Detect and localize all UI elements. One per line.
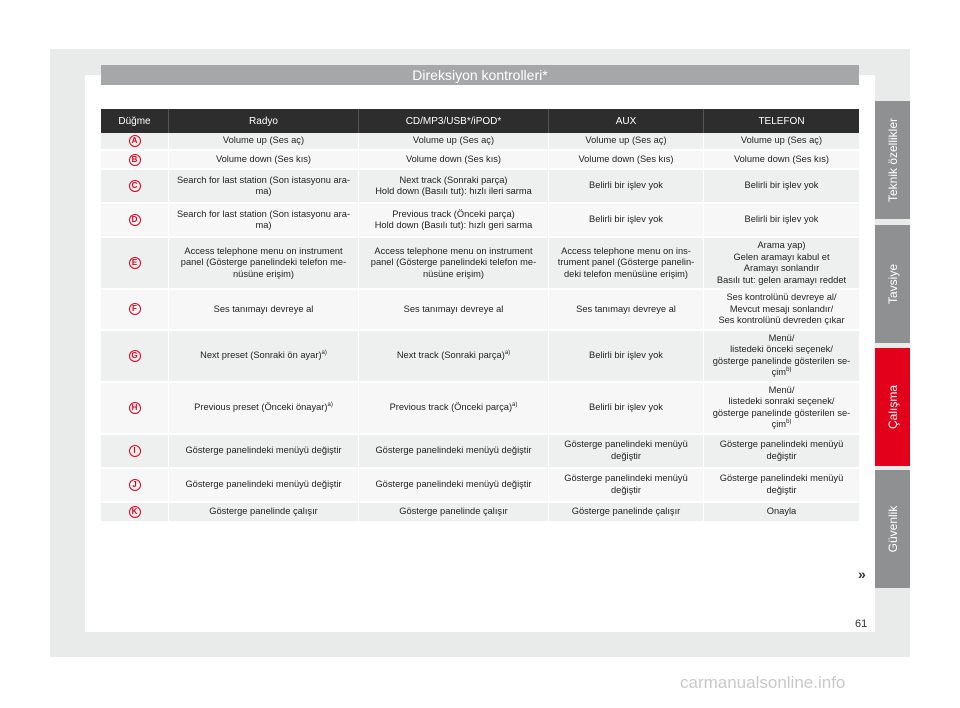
cell-text: Gösterge panelinde çalışır bbox=[571, 505, 681, 516]
button-key-badge: D bbox=[129, 214, 141, 226]
cell-text: Gösterge panelindeki menüyü değiştir bbox=[375, 444, 532, 455]
key-cell bbox=[101, 331, 169, 383]
cell-radio bbox=[169, 204, 359, 238]
page-number: 61 bbox=[855, 618, 868, 630]
cell-radio bbox=[169, 503, 359, 523]
table-row bbox=[101, 469, 859, 503]
cell-text: Gösterge panelindeki menüyü değiştir bbox=[375, 478, 532, 489]
footnote-marker: a) bbox=[327, 401, 333, 408]
button-key-badge: H bbox=[129, 402, 141, 414]
cell-phone bbox=[704, 331, 859, 383]
cell-text: Previous track (Önceki parça) Hold down (Basılı tut): hızlı geri sarma bbox=[374, 208, 533, 230]
cell-text: Access telephone menu on instrument panel (Gösterge panelindeki telefon me- nüsüne erişim) bbox=[180, 245, 347, 279]
cell-cd bbox=[359, 435, 549, 469]
header-phone: TELEFON bbox=[704, 109, 859, 133]
cell-cd bbox=[359, 503, 549, 523]
footnote-marker: a) bbox=[504, 349, 511, 356]
table-row bbox=[101, 151, 859, 170]
cell-text: Arama yap) Gelen aramayı kabul et Aramayı sonlandır Basılı tut: gelen aramayı reddet bbox=[716, 240, 847, 285]
cell-text: Gösterge panelindeki menüyü değiştir bbox=[564, 439, 688, 461]
cell-text: Next preset (Sonraki ön ayar) bbox=[200, 349, 322, 360]
cell-text: Belirli bir işlev yok bbox=[589, 180, 663, 191]
cell-text: Belirli bir işlev yok bbox=[589, 401, 663, 412]
side-tab-label: Tavsiye bbox=[885, 263, 900, 305]
cell-phone bbox=[704, 170, 859, 204]
cell-phone bbox=[704, 204, 859, 238]
cell-text: Gösterge panelinde çalışır bbox=[399, 505, 508, 516]
cell-phone bbox=[704, 469, 859, 503]
cell-text: Gösterge panelindeki menüyü değiştir bbox=[719, 439, 844, 461]
cell-text: Previous track (Önceki parça) bbox=[389, 401, 513, 412]
side-tab[interactable] bbox=[875, 348, 910, 466]
cell-aux bbox=[549, 503, 704, 523]
table-row bbox=[101, 435, 859, 469]
key-cell bbox=[101, 151, 169, 170]
button-key-badge: I bbox=[129, 445, 141, 457]
table-row bbox=[101, 331, 859, 383]
cell-phone bbox=[704, 435, 859, 469]
cell-cd bbox=[359, 469, 549, 503]
cell-text: Gösterge panelinde çalışır bbox=[209, 505, 318, 516]
cell-phone bbox=[704, 151, 859, 170]
side-tab[interactable] bbox=[875, 101, 910, 219]
table-row bbox=[101, 383, 859, 435]
cell-text: Volume up (Ses aç) bbox=[222, 135, 305, 146]
cell-text: Gösterge panelindeki menüyü değiştir bbox=[185, 478, 342, 489]
cell-text: Previous preset (Önceki önayar) bbox=[194, 401, 328, 412]
cell-text: Access telephone menu on ins- trument panel (Gösterge panelin- deki telefon menüsüne erişim) bbox=[557, 245, 695, 279]
header-aux: AUX bbox=[549, 109, 704, 133]
button-key-badge: C bbox=[129, 180, 141, 192]
cell-text: Gösterge panelindeki menüyü değiştir bbox=[719, 473, 844, 495]
button-key-badge: J bbox=[129, 479, 141, 491]
button-key-badge: E bbox=[129, 257, 141, 269]
cell-phone bbox=[704, 383, 859, 435]
key-cell bbox=[101, 133, 169, 151]
cell-text: Belirli bir işlev yok bbox=[744, 214, 819, 225]
button-key-badge: A bbox=[129, 135, 141, 147]
cell-radio bbox=[169, 435, 359, 469]
cell-phone bbox=[704, 503, 859, 523]
table-row bbox=[101, 133, 859, 151]
footnote-marker: b) bbox=[786, 366, 792, 373]
key-cell bbox=[101, 170, 169, 204]
table-row bbox=[101, 503, 859, 523]
cell-text: Search for last station (Son istasyonu ara- ma) bbox=[176, 208, 351, 230]
button-key-badge: B bbox=[129, 154, 141, 166]
cell-text: Ses tanımayı devreye al bbox=[576, 303, 676, 314]
cell-cd bbox=[359, 290, 549, 331]
cell-text: Volume up (Ses aç) bbox=[585, 135, 667, 146]
cell-aux bbox=[549, 238, 704, 290]
cell-cd bbox=[359, 151, 549, 170]
key-cell bbox=[101, 290, 169, 331]
cell-text: Next track (Sonraki parça) bbox=[396, 349, 505, 360]
cell-cd bbox=[359, 204, 549, 238]
key-cell bbox=[101, 435, 169, 469]
side-tab-label: Çalışma bbox=[885, 384, 900, 430]
cell-text: Access telephone menu on instrument panel (Gösterge panelindeki telefon me- nüsüne erişim) bbox=[370, 245, 537, 279]
cell-aux bbox=[549, 331, 704, 383]
cell-text: Volume down (Ses kıs) bbox=[733, 153, 830, 164]
cell-phone bbox=[704, 238, 859, 290]
cell-aux bbox=[549, 383, 704, 435]
table-row bbox=[101, 238, 859, 290]
cell-aux bbox=[549, 151, 704, 170]
controls-table bbox=[101, 109, 859, 523]
cell-text: Belirli bir işlev yok bbox=[744, 180, 819, 191]
cell-text: Ses kontrolünü devreye al/ Mevcut mesajı sonlandır/ Ses kontrolünü devreden çıkar bbox=[718, 292, 845, 325]
cell-aux bbox=[549, 290, 704, 331]
watermark: carmanualsonline.info bbox=[680, 673, 846, 692]
footnote-marker: a) bbox=[512, 401, 518, 408]
side-tab[interactable] bbox=[875, 470, 910, 588]
cell-text: Belirli bir işlev yok bbox=[589, 214, 663, 225]
cell-cd bbox=[359, 238, 549, 290]
footnote-marker: a) bbox=[321, 349, 327, 356]
cell-radio bbox=[169, 383, 359, 435]
continue-arrow-icon: » bbox=[858, 566, 866, 582]
cell-text: Next track (Sonraki parça) Hold down (Basılı tut): hızlı ileri sarma bbox=[375, 174, 532, 196]
cell-aux bbox=[549, 435, 704, 469]
cell-radio bbox=[169, 238, 359, 290]
button-key-badge: K bbox=[129, 506, 141, 518]
cell-cd bbox=[359, 383, 549, 435]
cell-radio bbox=[169, 469, 359, 503]
header-button: Düğme bbox=[101, 109, 169, 133]
cell-text: Ses tanımayı devreye al bbox=[403, 303, 504, 314]
cell-text: Menü/ listedeki sonraki seçenek/ gösterge panelinde gösterilen se- çim bbox=[712, 384, 851, 429]
cell-phone bbox=[704, 133, 859, 151]
key-cell bbox=[101, 469, 169, 503]
cell-aux bbox=[549, 204, 704, 238]
cell-radio bbox=[169, 290, 359, 331]
cell-text: Search for last station (Son istasyonu ara- ma) bbox=[176, 174, 351, 196]
side-tab[interactable] bbox=[875, 225, 910, 343]
footnote-marker: b) bbox=[786, 418, 792, 425]
cell-aux bbox=[549, 133, 704, 151]
cell-text: Gösterge panelindeki menüyü değiştir bbox=[564, 473, 688, 495]
table-row bbox=[101, 204, 859, 238]
cell-radio bbox=[169, 151, 359, 170]
key-cell bbox=[101, 238, 169, 290]
cell-radio bbox=[169, 170, 359, 204]
button-key-badge: F bbox=[129, 303, 141, 315]
key-cell bbox=[101, 383, 169, 435]
cell-text: Ses tanımayı devreye al bbox=[213, 303, 314, 314]
cell-aux bbox=[549, 170, 704, 204]
cell-text: Volume down (Ses kıs) bbox=[578, 153, 674, 164]
header-cd: CD/MP3/USB*/iPOD* bbox=[359, 109, 549, 133]
key-cell bbox=[101, 204, 169, 238]
cell-cd bbox=[359, 133, 549, 151]
cell-text: Volume up (Ses aç) bbox=[412, 135, 495, 146]
cell-radio bbox=[169, 331, 359, 383]
cell-cd bbox=[359, 170, 549, 204]
cell-phone bbox=[704, 290, 859, 331]
table-row bbox=[101, 170, 859, 204]
key-cell bbox=[101, 503, 169, 523]
cell-text: Gösterge panelindeki menüyü değiştir bbox=[185, 444, 342, 455]
header-radio: Radyo bbox=[169, 109, 359, 133]
cell-text: Volume down (Ses kıs) bbox=[215, 153, 312, 164]
cell-radio bbox=[169, 133, 359, 151]
cell-text: Belirli bir işlev yok bbox=[589, 349, 663, 360]
cell-text: Volume up (Ses aç) bbox=[740, 135, 823, 146]
cell-text: Volume down (Ses kıs) bbox=[405, 153, 502, 164]
cell-cd bbox=[359, 331, 549, 383]
table-row bbox=[101, 290, 859, 331]
cell-text: Onayla bbox=[766, 505, 797, 516]
table-header-row bbox=[101, 109, 859, 133]
button-key-badge: G bbox=[129, 350, 141, 362]
side-tab-label: Güvenlik bbox=[885, 505, 900, 553]
section-title: Direksiyon kontrolleri* bbox=[101, 65, 859, 85]
cell-text: Menü/ listedeki önceki seçenek/ gösterge panelinde gösterilen se- çim bbox=[712, 332, 851, 377]
side-tab-label: Teknik özellikler bbox=[885, 117, 900, 203]
cell-aux bbox=[549, 469, 704, 503]
